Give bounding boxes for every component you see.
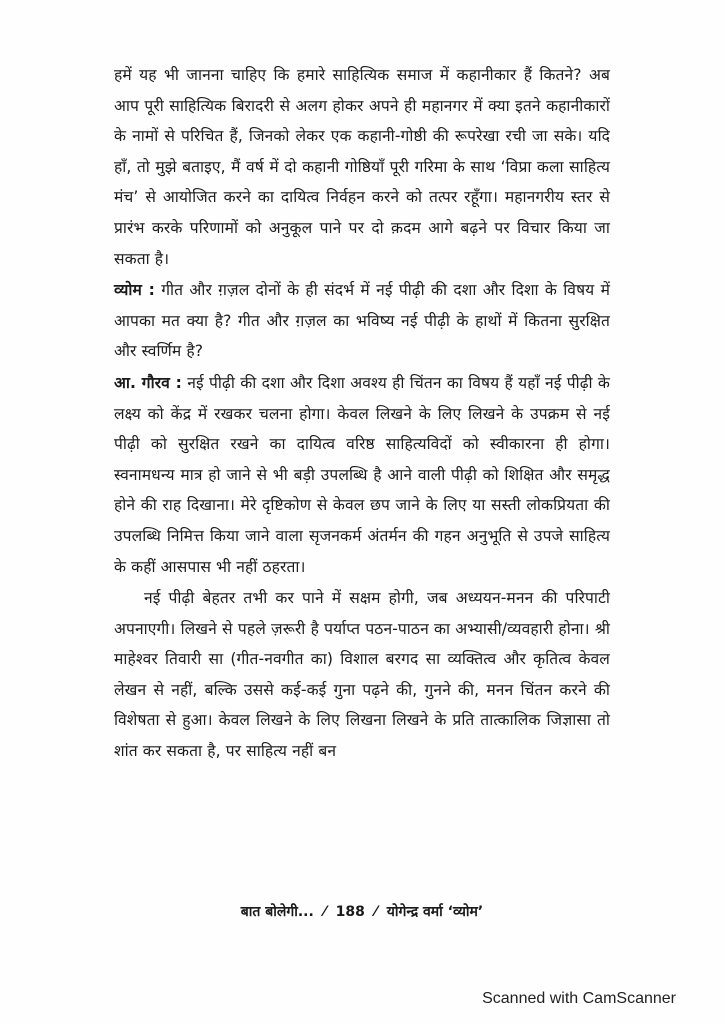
question-vyom-text: गीत और ग़ज़ल दोनों के ही संदर्भ में नई पीढ़ी की दशा और दिशा के विषय में आपका मत क्या है? गीत और ग़ज़ल का भविष्य नई पीढ़ी के हाथों में कितना सुरक्षित और स्वर्णिम है? xyxy=(114,281,610,361)
footer-book-title: बात बोलेगी... xyxy=(240,904,314,920)
speaker-vyom: व्योम : xyxy=(114,281,155,300)
footer-separator-1: ⁄ xyxy=(323,904,326,920)
footer-separator-2: ⁄ xyxy=(374,904,377,920)
question-vyom xyxy=(114,275,610,367)
speaker-gaurav: आ. गौरव : xyxy=(114,373,183,392)
answer-gaurav xyxy=(114,368,610,582)
body-text xyxy=(114,60,610,767)
scanner-watermark: Scanned with CamScanner xyxy=(482,990,676,1007)
footer-page-number: 188 xyxy=(335,904,365,920)
paragraph-intro xyxy=(114,60,610,274)
page-footer xyxy=(0,902,724,921)
paragraph-new-generation-text: नई पीढ़ी बेहतर तभी कर पाने में सक्षम होगी, जब अध्ययन-मनन की परिपाटी अपनाएगी। लिखने से पहले ज़रूरी है पर्याप्त पठन-पाठन का अभ्यासी/व्यवहारी होना। श्री माहेश्वर तिवारी सा (गीत-नवगीत का) विशाल बरगद सा व्यक्तित्व और कृतित्व केवल लेखन से नहीं, बल्कि उससे कई-कई गुना पढ़ने की, गुनने की, मनन चिंतन करने की विशेषता से हुआ। केवल लिखने के लिए लिखना लिखने के प्रति तात्कालिक जिज्ञासा तो शांत कर सकता है, पर साहित्य नहीं बन xyxy=(114,589,610,761)
paragraph-intro-text: हमें यह भी जानना चाहिए कि हमारे साहित्यिक समाज में कहानीकार हैं कितने? अब आप पूरी साहित्यिक बिरादरी से अलग होकर अपने ही महानगर में क्या इतने कहानीकारों के नामों से परिचित हैं, जिनको लेकर एक कहानी-गोष्ठी की रूपरेखा रची जा सके। यदि हाँ, तो मुझे बताइए, मैं वर्ष में दो कहानी गोष्ठियाँ पूरी गरिमा के साथ ‘विप्रा कला साहित्य मंच’ से आयोजित करने का दायित्व निर्वहन करने को तत्पर रहूँगा। महानगरीय स्तर से प्रारंभ करके परिणामों को अनुकूल पाने पर दो क़दम आगे बढ़ने पर विचार किया जा सकता है। xyxy=(114,66,610,268)
paragraph-new-generation xyxy=(114,583,610,767)
answer-gaurav-text: नई पीढ़ी की दशा और दिशा अवश्य ही चिंतन का विषय हैं यहाँ नई पीढ़ी के लक्ष्य को केंद्र में रखकर चलना होगा। केवल लिखने के लिए लिखने के उपक्रम से नई पीढ़ी को सुरक्षित रखने का दायित्व वरिष्ठ साहित्यविदों को स्वीकारना ही होगा। स्वनामधन्य मात्र हो जाने से भी बड़ी उपलब्धि है आने वाली पीढ़ी को शिक्षित और समृद्ध होने की राह दिखाना। मेरे दृष्टिकोण से केवल छप जाने के लिए या सस्ती लोकप्रियता की उपलब्धि निमित्त किया जाने वाला सृजनकर्म अंतर्मन की गहन अनुभूति से उपजे साहित्य के कहीं आसपास भी नहीं ठहरता। xyxy=(114,373,611,576)
footer-author: योगेन्द्र वर्मा ‘व्योम’ xyxy=(386,904,484,920)
